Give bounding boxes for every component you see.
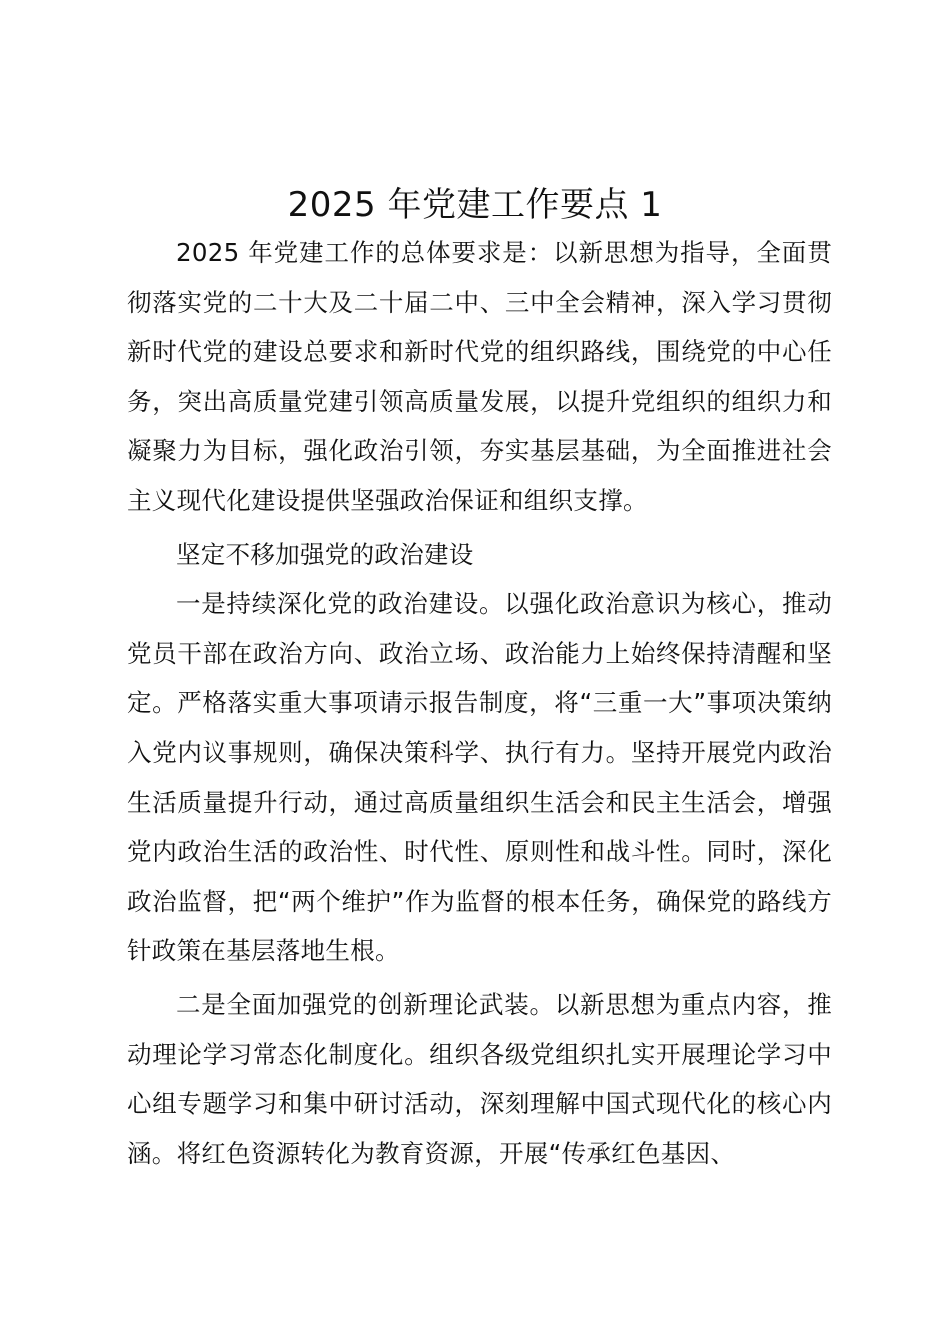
paragraph-theory-arming: 二是全面加强党的创新理论武装。以新思想为重点内容，推动理论学习常态化制度化。组织各级党组织扎实开展理论学习中心组专题学习和集中研讨活动，深刻理解中国式现代化的核心内涵。将红色资源转化为教育资源，开展“传承红色基因、 <box>127 989 832 1168</box>
intro-paragraph: 2025 年党建工作的总体要求是：以新思想为指导，全面贯彻落实党的二十大及二十届二中、三中全会精神，深入学习贯彻新时代党的建设总要求和新时代党的组织路线，围绕党的中心任务，突出高质量党建引领高质量发展，以提升党组织的组织力和凝聚力为目标，强化政治引领，夯实基层基础，为全面推进社会主义现代化建设提供坚强政治保证和组织支撑。 <box>127 238 832 515</box>
document-title: 2025 年党建工作要点 1 <box>287 185 663 225</box>
section-heading: 坚定不移加强党的政治建设 <box>176 539 474 569</box>
document-body <box>127 228 832 1178</box>
paragraph-political-building: 一是持续深化党的政治建设。以强化政治意识为核心，推动党员干部在政治方向、政治立场、政治能力上始终保持清醒和坚定。严格落实重大事项请示报告制度，将“三重一大”事项决策纳入党内议事规则，确保决策科学、执行有力。坚持开展党内政治生活质量提升行动，通过高质量组织生活会和民主生活会，增强党内政治生活的政治性、时代性、原则性和战斗性。同时，深化政治监督，把“两个维护”作为监督的根本任务，确保党的路线方针政策在基层落地生根。 <box>127 589 832 966</box>
